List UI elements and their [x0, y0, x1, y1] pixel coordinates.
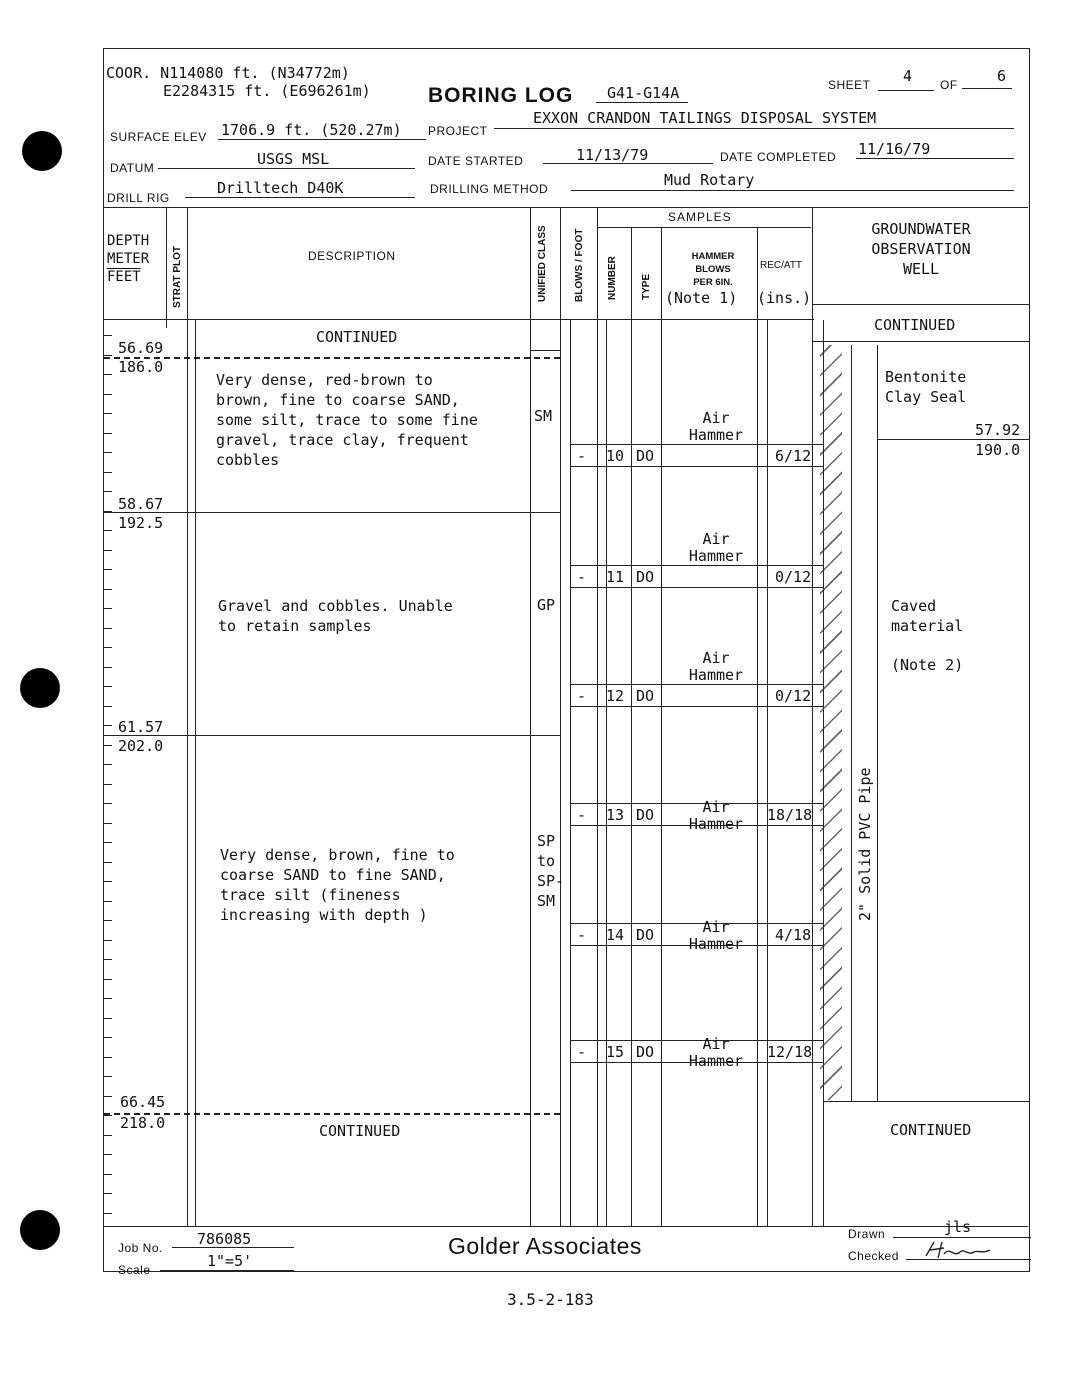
depth-tick	[104, 355, 112, 356]
depth-header	[107, 232, 149, 286]
sample-type: DO	[636, 806, 655, 824]
depth-tick	[104, 433, 112, 434]
footer-divider	[104, 1226, 1028, 1227]
depth-tick	[104, 628, 112, 629]
job-no-value: 786085	[197, 1230, 252, 1248]
depth-tick	[104, 335, 112, 336]
sample-row-top	[570, 565, 823, 566]
coordinates-east: E2284315 ft. (E696261m)	[163, 82, 371, 100]
sample-recovery: 12/18	[767, 1043, 813, 1061]
unified-class: SM	[534, 407, 553, 425]
sample-recovery: 0/12	[775, 568, 812, 586]
depth-meter: 66.45	[120, 1093, 166, 1111]
sample-type: DO	[636, 568, 655, 586]
seal-bottom	[877, 439, 1029, 440]
depth-tick	[104, 940, 112, 941]
sample-recovery: 18/18	[767, 806, 813, 824]
depth-tick	[104, 1135, 112, 1136]
col-line	[597, 208, 598, 1226]
sample-row-bottom	[570, 466, 823, 467]
depth-tick	[104, 901, 112, 902]
surface-elev-value: 1706.9 ft. (520.27m)	[221, 121, 402, 139]
underline	[596, 102, 688, 103]
depth-tick	[104, 725, 112, 726]
depth-header-line: METER	[107, 251, 150, 267]
sample-hammer: Air Hammer	[688, 649, 744, 684]
depth-meter: 61.57	[118, 718, 164, 736]
layer-boundary	[104, 735, 560, 736]
page-reference: 3.5-2-183	[507, 1290, 594, 1309]
col-line	[530, 208, 531, 1226]
underline	[962, 88, 1012, 89]
binder-hole	[22, 131, 62, 171]
underline	[172, 1247, 294, 1248]
date-completed-label: DATE COMPLETED	[720, 150, 837, 164]
drill-rig-value: Drilltech D40K	[217, 179, 344, 197]
sample-type: DO	[636, 447, 655, 465]
depth-tick	[104, 1213, 112, 1214]
company-name: Golder Associates	[448, 1233, 642, 1259]
sample-recovery: 4/18	[775, 926, 812, 944]
depth-tick	[104, 550, 112, 551]
col-line	[631, 228, 632, 1226]
depth-tick	[104, 647, 112, 648]
binder-hole	[20, 1210, 60, 1250]
drilling-method-label: DRILLING METHOD	[430, 182, 549, 196]
col-line	[812, 208, 813, 1226]
well-continued-bottom	[812, 341, 1029, 342]
underline	[878, 90, 934, 91]
sample-type: DO	[636, 926, 655, 944]
depth-feet: 218.0	[120, 1114, 166, 1132]
depth-tick	[104, 413, 112, 414]
col-line	[661, 228, 662, 1226]
well-pipe-wall	[851, 345, 852, 1101]
header-divider	[104, 207, 1028, 208]
pvc-pipe-label: 2" Solid PVC Pipe	[856, 767, 874, 921]
datum-label: DATUM	[110, 161, 155, 175]
sheet-total: 6	[997, 67, 1007, 85]
hammer-header-line: BLOWS	[695, 264, 731, 275]
col-line	[166, 208, 167, 328]
depth-tick	[104, 667, 112, 668]
number-header: NUMBER	[607, 256, 618, 300]
sample-number: 14	[606, 926, 625, 944]
col-line	[560, 208, 561, 1226]
datum-value: USGS MSL	[257, 150, 330, 168]
drawn-value: jls	[944, 1218, 972, 1236]
depth-tick	[104, 530, 112, 531]
form-title: BORING LOG	[428, 84, 574, 107]
well-continued-top: CONTINUED	[874, 316, 956, 334]
hammer-note: (Note 1)	[665, 289, 738, 307]
depth-tick	[104, 1115, 112, 1116]
well-continued-bottom: CONTINUED	[890, 1121, 972, 1139]
bentonite-seal: Bentonite Clay Seal	[885, 368, 967, 406]
sheet-number: 4	[903, 67, 913, 85]
depth-tick	[104, 1174, 112, 1175]
depth-tick	[104, 803, 112, 804]
layer-boundary	[104, 1113, 560, 1115]
depth-meter: 58.67	[118, 495, 164, 513]
continued-bottom: CONTINUED	[319, 1122, 401, 1140]
depth-tick	[104, 511, 112, 512]
underline	[906, 1259, 1031, 1260]
well-header-line: WELL	[902, 260, 940, 278]
depth-meter: 56.69	[118, 339, 164, 357]
depth-tick	[104, 1018, 112, 1019]
depth-tick	[104, 959, 112, 960]
depth-tick	[104, 589, 112, 590]
drawn-label: Drawn	[848, 1227, 886, 1241]
well-pipe-bottom	[823, 1101, 1029, 1102]
drilling-method-value: Mud Rotary	[664, 171, 755, 189]
type-header: TYPE	[641, 273, 652, 300]
sample-blows: -	[577, 926, 587, 944]
depth-tick	[104, 394, 112, 395]
rec-units: (ins.)	[757, 289, 812, 307]
seal-depth-meter: 57.92	[975, 421, 1021, 439]
depth-tick	[104, 764, 112, 765]
depth-tick	[104, 608, 112, 609]
sample-row-bottom	[570, 587, 823, 588]
depth-tick	[104, 1037, 112, 1038]
drill-rig-label: DRILL RIG	[107, 191, 170, 205]
sample-type: DO	[636, 1043, 655, 1061]
scale-value: 1"=5'	[207, 1252, 253, 1270]
depth-tick	[104, 374, 112, 375]
col-line	[195, 320, 196, 1226]
sample-number: 13	[606, 806, 625, 824]
layer-description: Very dense, red-brown to brown, fine to coarse SAND, some silt, trace to some fine gravel, trace clay, frequent cobbles	[216, 371, 478, 469]
unified-class: GP	[537, 596, 556, 614]
underline	[494, 128, 1014, 129]
depth-tick	[104, 920, 112, 921]
sample-number: 15	[606, 1043, 625, 1061]
depth-tick	[104, 452, 112, 453]
depth-tick	[104, 1076, 112, 1077]
sample-hammer: Air Hammer	[688, 918, 744, 953]
unified-class-header: UNIFIED CLASS	[537, 225, 548, 302]
scale-label: Scale	[118, 1263, 151, 1277]
date-started-value: 11/13/79	[576, 146, 649, 164]
depth-tick	[104, 842, 112, 843]
surface-elev-label: SURFACE ELEV	[110, 130, 207, 144]
sample-hammer: Air Hammer	[688, 409, 744, 444]
underline	[158, 168, 415, 169]
project-value: EXXON CRANDON TAILINGS DISPOSAL SYSTEM	[533, 109, 877, 127]
depth-tick	[104, 784, 112, 785]
sample-recovery: 0/12	[775, 687, 812, 705]
strat-plot-header: STRAT PLOT	[172, 245, 183, 308]
hammer-header-line: PER 6IN.	[693, 277, 733, 288]
caved-hatch	[820, 345, 842, 1100]
layer-description: Very dense, brown, fine to coarse SAND to fine SAND, trace silt (fineness increasing with depth )	[220, 846, 455, 924]
sample-blows: -	[577, 687, 587, 705]
seal-depth-feet: 190.0	[975, 441, 1021, 459]
depth-tick	[104, 1193, 112, 1194]
depth-tick	[104, 998, 112, 999]
sample-hammer: Air Hammer	[688, 530, 744, 565]
sample-row-bottom	[570, 706, 823, 707]
depth-feet: 192.5	[118, 514, 164, 532]
sample-blows: -	[577, 568, 587, 586]
date-completed-value: 11/16/79	[858, 140, 931, 158]
depth-feet: 202.0	[118, 737, 164, 755]
col-line	[757, 228, 758, 1226]
underline	[218, 139, 426, 140]
depth-header-line: FEET	[107, 269, 141, 285]
depth-tick	[104, 823, 112, 824]
depth-tick	[104, 1057, 112, 1058]
depth-feet: 186.0	[118, 358, 164, 376]
depth-tick	[104, 569, 112, 570]
checked-label: Checked	[848, 1249, 899, 1263]
unified-class: SP to SP- SM	[537, 832, 565, 910]
blows-foot-header: BLOWS / FOOT	[574, 228, 585, 302]
date-started-label: DATE STARTED	[428, 154, 524, 168]
col-line	[767, 320, 768, 1226]
underline	[571, 190, 1014, 191]
coordinates-north: COOR. N114080 ft. (N34772m)	[106, 64, 350, 82]
depth-tick	[104, 686, 112, 687]
layer-description: Gravel and cobbles. Unable to retain samples	[218, 597, 453, 635]
groundwater-well-header	[846, 219, 996, 279]
depth-tick	[104, 979, 112, 980]
of-label: OF	[940, 78, 958, 92]
depth-header-line: DEPTH	[107, 233, 150, 249]
sample-type: DO	[636, 687, 655, 705]
depth-tick	[104, 472, 112, 473]
sample-recovery: 6/12	[775, 447, 812, 465]
sample-blows: -	[577, 806, 587, 824]
layer-boundary	[104, 357, 560, 359]
sample-number: 10	[606, 447, 625, 465]
caved-material: Caved material	[891, 597, 964, 635]
depth-tick	[104, 1154, 112, 1155]
depth-tick	[104, 862, 112, 863]
sample-hammer: Air Hammer	[688, 798, 744, 833]
layer-boundary	[104, 512, 560, 513]
sample-number: 11	[606, 568, 625, 586]
well-note: (Note 2)	[891, 656, 964, 674]
hammer-blows-header	[668, 250, 758, 289]
description-header: DESCRIPTION	[308, 249, 396, 263]
log-id: G41-G14A	[607, 84, 680, 102]
hammer-header-line: HAMMER	[691, 251, 735, 262]
rec-att-header: REC/ATT	[760, 260, 803, 271]
samples-header: SAMPLES	[668, 210, 732, 224]
sheet-label: SHEET	[828, 78, 871, 92]
col-line	[570, 320, 571, 1226]
binder-hole	[20, 668, 60, 708]
samples-divider	[597, 227, 811, 228]
col-line	[187, 208, 188, 1226]
sample-number: 12	[606, 687, 625, 705]
well-pipe-wall	[877, 345, 878, 1101]
sample-blows: -	[577, 1043, 587, 1061]
depth-tick	[104, 745, 112, 746]
underline	[160, 1270, 294, 1271]
project-label: PROJECT	[428, 124, 488, 138]
depth-tick	[104, 706, 112, 707]
sample-row-top	[570, 684, 823, 685]
sample-row-top	[570, 444, 823, 445]
underline	[185, 197, 415, 198]
underline	[856, 158, 1014, 159]
column-header-bottom	[104, 319, 814, 320]
underline	[543, 163, 713, 164]
continued-top: CONTINUED	[316, 328, 398, 346]
well-header-bottom	[812, 304, 1029, 305]
well-header-line: OBSERVATION	[871, 240, 971, 258]
depth-tick	[104, 881, 112, 882]
sample-blows: -	[577, 447, 587, 465]
layer-boundary	[530, 350, 560, 351]
sample-hammer: Air Hammer	[688, 1035, 744, 1070]
depth-tick	[104, 1096, 112, 1097]
well-header-line: GROUNDWATER	[871, 220, 971, 238]
job-no-label: Job No.	[118, 1241, 163, 1255]
depth-tick	[104, 491, 112, 492]
